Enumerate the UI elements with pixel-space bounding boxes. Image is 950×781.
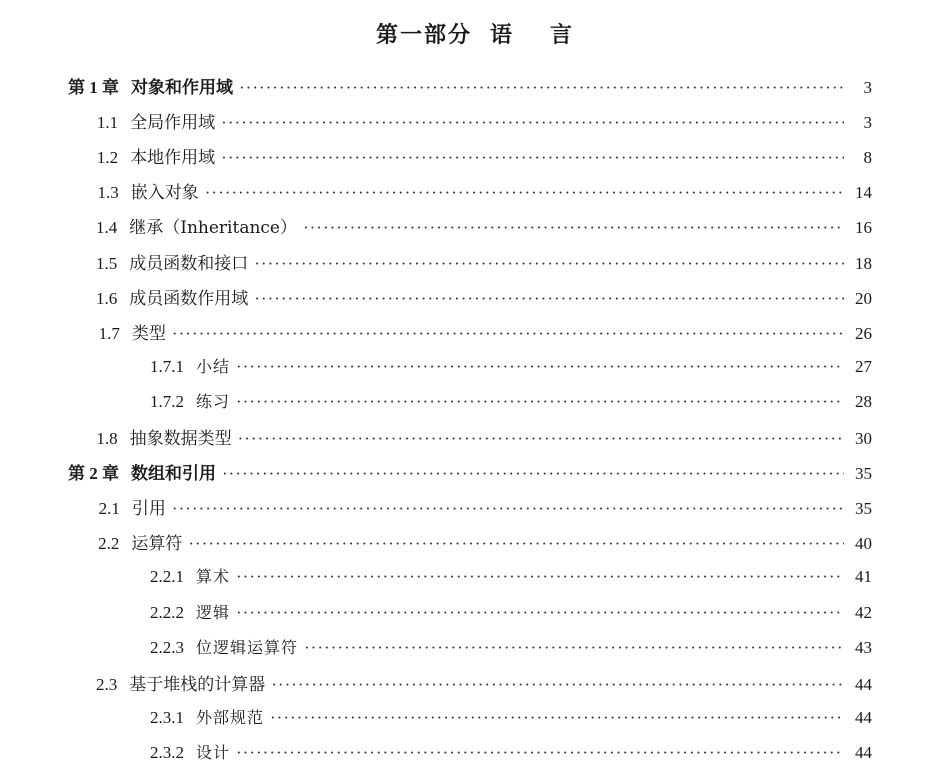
toc-entry-title: 本地作用域: [130, 148, 216, 169]
toc-chapter-entry: [68, 459, 872, 489]
toc-section-entry: [96, 494, 872, 524]
toc-entry-number: 1.7.1: [150, 356, 184, 376]
toc-section-entry: [96, 319, 872, 349]
toc-dot-leader: [221, 148, 844, 168]
toc-section-entry: [96, 178, 872, 208]
toc-entry-number: 1.7.2: [150, 391, 184, 411]
toc-section-entry: [150, 635, 872, 665]
toc-entry-number: 第 1 章: [68, 78, 119, 97]
toc-entry-title: 逻辑: [196, 602, 231, 622]
toc-entry-page-number: 43: [855, 637, 872, 657]
toc-dot-leader: [236, 567, 844, 587]
toc-entry-title: 设计: [196, 742, 231, 762]
toc-entry-title: 位逻辑运算符: [196, 637, 299, 657]
toc-dot-leader: [205, 183, 844, 203]
toc-entry-page-number: 30: [855, 429, 872, 448]
toc-entry-page-number: 16: [855, 218, 872, 238]
toc-entry-title: 基于堆栈的计算器: [129, 674, 266, 695]
toc-dot-leader: [239, 78, 844, 98]
toc-entry-number: 1.5: [96, 253, 118, 273]
part-title-word1: 语: [489, 22, 514, 48]
toc-entry-page-number: 3: [863, 78, 872, 97]
toc-entry-title: 继承（Inheritance）: [129, 218, 297, 239]
toc-section-entry: [96, 108, 872, 138]
toc-dot-leader: [221, 113, 844, 133]
toc-entry-number: 2.3.1: [150, 707, 184, 727]
toc-entry-page-number: 28: [855, 391, 872, 411]
toc-dot-leader: [254, 289, 844, 309]
toc-dot-leader: [236, 603, 844, 623]
toc-entry-title: 算术: [196, 567, 231, 587]
toc-entry-page-number: 35: [855, 464, 872, 484]
toc-section-entry: [150, 600, 872, 630]
toc-entry-page-number: 20: [855, 288, 872, 308]
toc-entry-title: 引用: [131, 499, 166, 520]
toc-entry-title: 小结: [196, 356, 231, 376]
toc-dot-leader: [270, 708, 844, 728]
toc-entry-page-number: 3: [863, 113, 872, 133]
toc-dot-leader: [271, 675, 844, 695]
toc-entry-number: 2.2.2: [150, 602, 184, 622]
toc-entry-page-number: 26: [855, 323, 872, 343]
toc-entry-number: 1.1: [96, 113, 119, 133]
toc-entry-title: 外部规范: [196, 707, 265, 727]
toc-entry-number: 2.3.2: [150, 742, 184, 762]
toc-entry-page-number: 44: [855, 674, 872, 694]
toc-entry-page-number: 27: [855, 356, 872, 376]
toc-dot-leader: [254, 254, 844, 274]
toc-dot-leader: [188, 534, 844, 554]
toc-dot-leader: [172, 499, 844, 519]
toc-entry-page-number: 40: [855, 534, 872, 554]
part-title-word2: 言: [550, 22, 575, 48]
toc-entry-number: 1.2: [96, 148, 119, 168]
toc-entry-title: 练习: [196, 391, 231, 411]
toc-section-entry: [96, 529, 872, 559]
toc-entry-title: 成员函数作用域: [129, 288, 249, 309]
toc-entry-title: 全局作用域: [130, 113, 216, 134]
toc-entry-page-number: 44: [855, 707, 872, 727]
toc-dot-leader: [304, 638, 844, 658]
toc-chapter-entry: [68, 73, 872, 103]
toc-entry-title: 数组和引用: [131, 464, 216, 485]
toc-entry-title: 抽象数据类型: [129, 429, 232, 449]
part-title-prefix: 第一部分: [375, 22, 472, 48]
toc-section-entry: [150, 564, 872, 594]
toc-dot-leader: [222, 464, 844, 484]
toc-entry-number: 1.8: [96, 429, 118, 448]
toc-entry-title: 对象和作用域: [131, 78, 233, 98]
toc-dot-leader: [236, 392, 844, 412]
toc-section-entry: [150, 740, 872, 770]
toc-section-entry: [96, 143, 872, 173]
toc-section-entry: [96, 284, 872, 314]
toc-dot-leader: [236, 743, 844, 763]
toc-entry-page-number: 8: [863, 148, 872, 168]
toc-entry-title: 类型: [131, 323, 166, 344]
toc-section-entry: [96, 249, 872, 279]
toc-entry-number: 1.7: [98, 323, 120, 343]
toc-entry-number: 1.3: [97, 183, 119, 203]
toc-section-entry: [96, 424, 872, 454]
toc-entry-page-number: 42: [855, 602, 872, 622]
toc-entry-page-number: 41: [855, 567, 872, 587]
toc-entry-title: 成员函数和接口: [129, 253, 249, 274]
toc-entry-page-number: 14: [855, 183, 872, 203]
toc-entry-title: 运算符: [131, 534, 183, 555]
toc-entry-page-number: 35: [855, 499, 872, 519]
toc-entry-number: 2.2.3: [150, 637, 184, 657]
toc-entry-number: 1.4: [96, 218, 118, 238]
toc-section-entry: [96, 670, 872, 700]
toc-entry-number: 2.1: [98, 499, 120, 519]
toc-dot-leader: [172, 324, 844, 344]
toc-entry-title: 嵌入对象: [130, 183, 199, 204]
toc-entry-page-number: 44: [855, 742, 872, 762]
toc-section-entry: [96, 213, 872, 243]
toc-section-entry: [150, 389, 872, 419]
toc-dot-leader: [236, 357, 844, 377]
toc-dot-leader: [303, 218, 844, 238]
toc-entry-number: 2.2: [98, 534, 120, 554]
toc-section-entry: [150, 354, 872, 384]
toc-entry-number: 1.6: [96, 288, 118, 308]
toc-section-entry: [150, 705, 872, 735]
part-title: [0, 18, 950, 49]
toc-entry-page-number: 18: [855, 253, 872, 273]
toc-entry-number: 2.3: [96, 674, 118, 694]
toc-entry-number: 2.2.1: [150, 567, 184, 587]
toc-entry-number: 第 2 章: [68, 464, 119, 484]
toc-dot-leader: [238, 429, 844, 449]
